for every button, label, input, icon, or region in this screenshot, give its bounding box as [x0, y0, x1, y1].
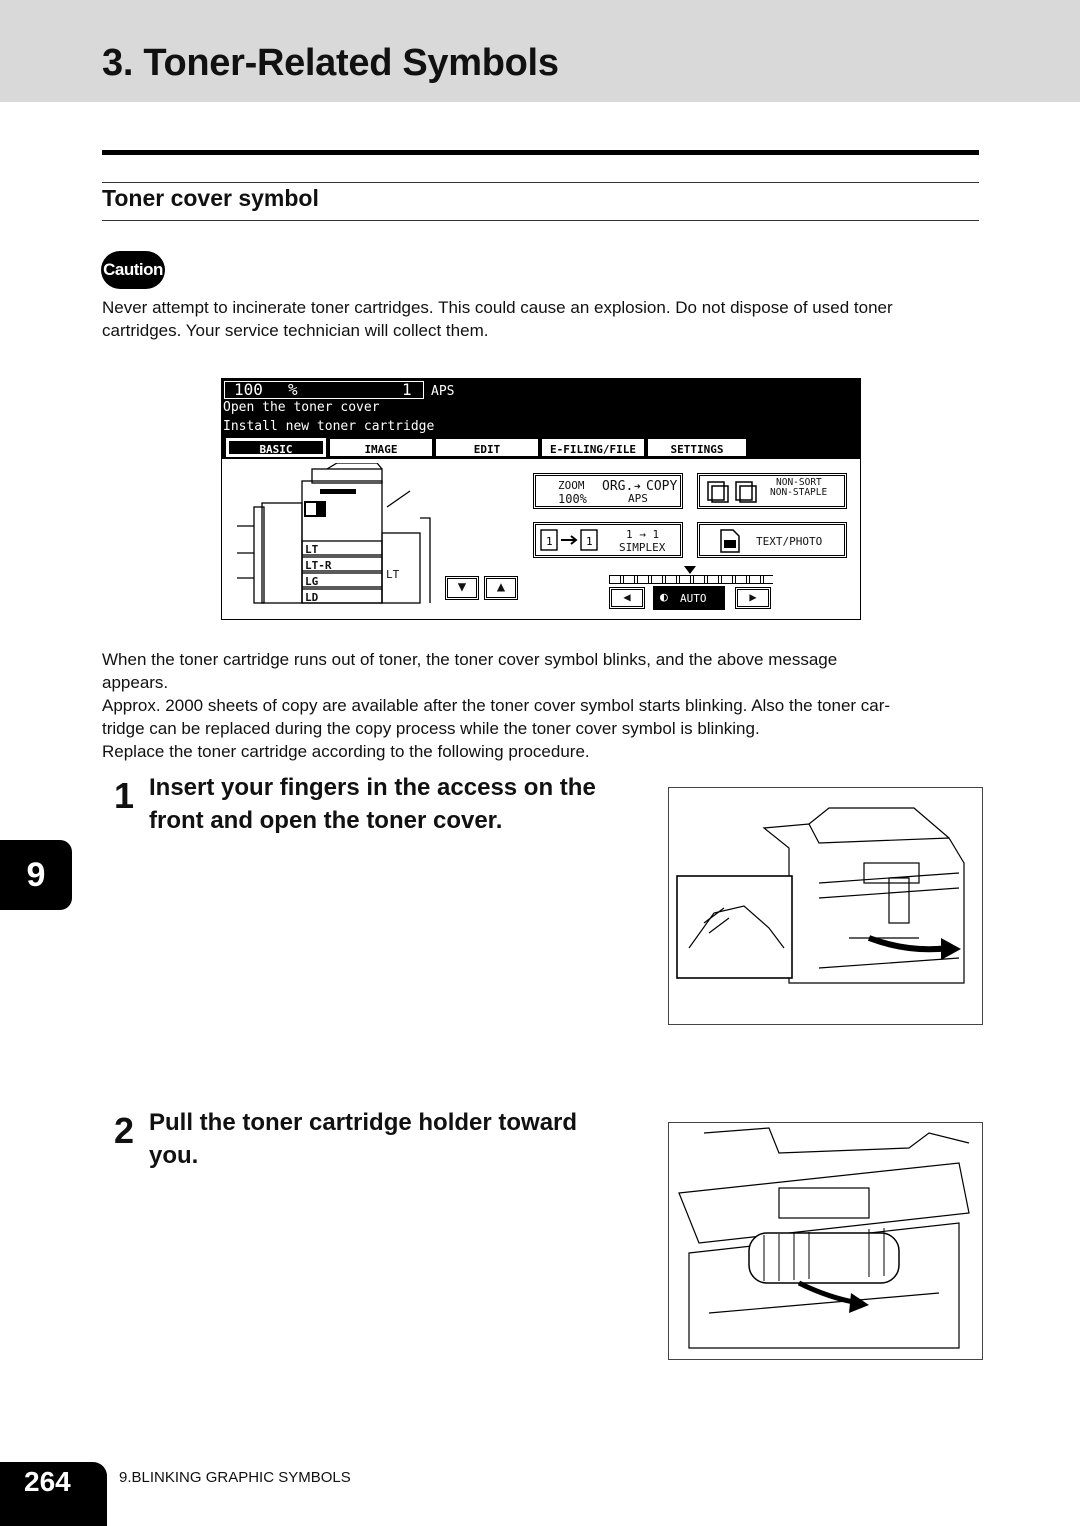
page-number: 264: [24, 1466, 71, 1497]
section-top-line: [102, 182, 979, 183]
drawer-1-label: LT: [305, 543, 319, 556]
duplex-button[interactable]: [533, 522, 683, 558]
duplex-mode: 1 → 1: [626, 528, 660, 541]
auto-density-button[interactable]: [654, 587, 724, 609]
section-bottom-line: [102, 220, 979, 221]
aps-indicator: APS: [431, 384, 455, 399]
darker-button[interactable]: ▶: [735, 587, 771, 609]
step-2-illustration: [668, 1122, 983, 1360]
body-line4: tridge can be replaced during the copy process while the toner cover symbol is blinking.: [102, 719, 760, 738]
zoom-button[interactable]: [533, 473, 683, 509]
pull-cartridge-holder-icon: [669, 1123, 982, 1359]
auto-density-icon: ◐: [660, 590, 668, 605]
body-line2: appears.: [102, 673, 169, 692]
copier-diagram-icon: [232, 463, 432, 613]
copy-count: 1: [402, 380, 412, 399]
step-1-number: 1: [114, 775, 135, 816]
drawer-4-label: LD: [305, 591, 319, 604]
duplex-icon: [539, 528, 601, 554]
caution-text-line1: Never attempt to incinerate toner cartridges. This could cause an explosion. Do not dispose of used toner: [102, 298, 893, 317]
aps-small-label: APS: [628, 492, 648, 505]
step-2-text-line2: you.: [149, 1142, 199, 1169]
page-title: 3. Toner-Related Symbols: [102, 42, 559, 84]
svg-text:1: 1: [586, 535, 593, 548]
section-rule: [102, 150, 979, 155]
control-panel-display: [221, 378, 861, 620]
caution-text-line2: cartridges. Your service technician will collect them.: [102, 321, 489, 340]
step-2-text-line1: Pull the toner cartridge holder toward: [149, 1109, 578, 1136]
nonstaple-label: NON-STAPLE: [770, 487, 828, 498]
body-line1: When the toner cartridge runs out of toner, the toner cover symbol blinks, and the above message: [102, 650, 838, 669]
zoom-label: ZOOM: [558, 479, 585, 492]
message-line2: Install new toner cartridge: [223, 419, 435, 434]
org-label: ORG.: [602, 479, 634, 494]
tab-settings[interactable]: SETTINGS: [648, 439, 746, 456]
tab-efiling[interactable]: E-FILING/FILE: [542, 439, 644, 456]
scroll-down-button[interactable]: ▼: [445, 576, 479, 600]
body-line3: Approx. 2000 sheets of copy are available after the toner cover symbol starts blinking. Also the toner car-: [102, 696, 891, 715]
nonsort-label: NON-SORT: [776, 477, 822, 488]
page-number-box: [0, 1462, 107, 1526]
density-pointer-icon: [684, 566, 696, 574]
arrow-right-icon: ➜: [634, 480, 641, 493]
svg-text:1: 1: [546, 535, 553, 548]
original-mode-button[interactable]: [697, 522, 847, 558]
step-1-illustration: [668, 787, 983, 1025]
zoom-percent: 100%: [558, 492, 587, 506]
finishing-button[interactable]: [697, 473, 847, 509]
tab-basic[interactable]: BASIC: [227, 439, 325, 456]
message-line1: Open the toner cover: [223, 400, 380, 415]
section-title: Toner cover symbol: [102, 185, 319, 211]
auto-label: AUTO: [680, 592, 707, 605]
step-1-text-line2: front and open the toner cover.: [149, 807, 503, 834]
simplex-label: SIMPLEX: [619, 541, 666, 554]
density-scale: [609, 575, 773, 584]
chapter-tab: 9: [0, 840, 72, 910]
bypass-size-label: LT: [386, 568, 400, 581]
lighter-button[interactable]: ◀: [609, 587, 645, 609]
drawer-3-label: LG: [305, 575, 319, 588]
step-1-text-line1: Insert your fingers in the access on the: [149, 774, 596, 801]
tab-image[interactable]: IMAGE: [330, 439, 432, 456]
body-line5: Replace the toner cartridge according to the following procedure.: [102, 742, 590, 761]
tab-edit[interactable]: EDIT: [436, 439, 538, 456]
message-area: [222, 379, 860, 459]
sort-icon: [706, 480, 762, 504]
zoom-unit: %: [288, 380, 298, 399]
scroll-up-button[interactable]: ▲: [484, 576, 518, 600]
text-photo-label: TEXT/PHOTO: [756, 535, 823, 548]
copy-label: COPY: [646, 479, 678, 494]
drawer-2-label: LT-R: [305, 559, 332, 572]
step-2-number: 2: [114, 1110, 135, 1151]
open-toner-cover-icon: [669, 788, 982, 1024]
document-icon: [718, 528, 742, 554]
footer-section-title: 9.BLINKING GRAPHIC SYMBOLS: [119, 1469, 351, 1486]
caution-badge: Caution: [101, 251, 165, 289]
zoom-value: 100: [234, 380, 263, 399]
